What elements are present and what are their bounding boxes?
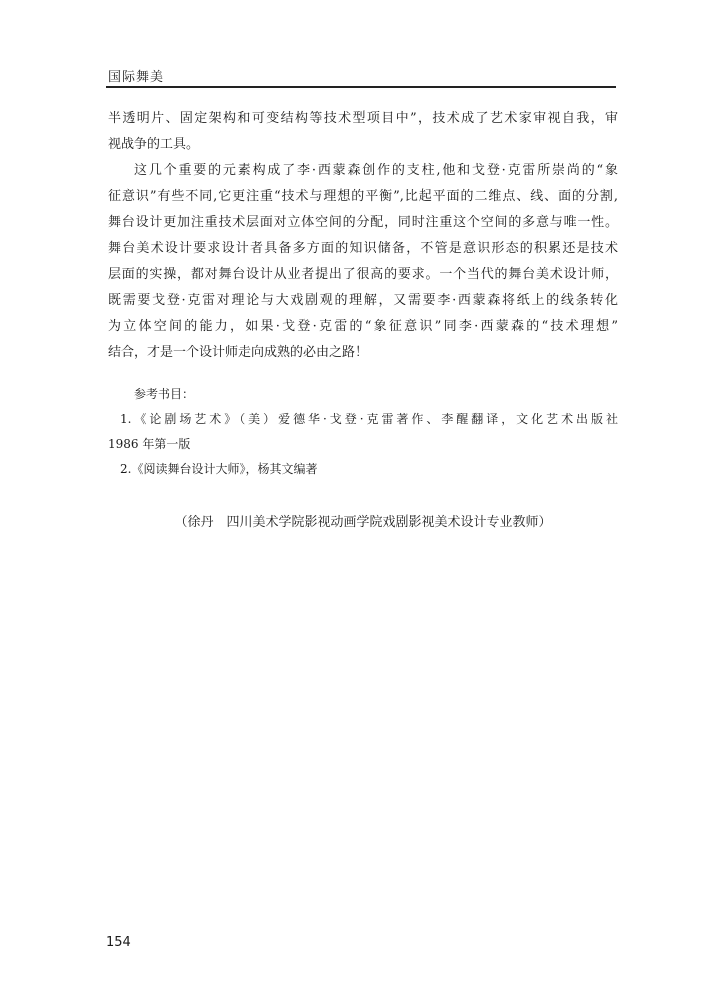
journal-title: 国际舞美 [108,70,165,85]
article-body [108,106,618,366]
reference-item: 1986 年第一版 [108,437,191,451]
reference-item: 2.《阅读舞台设计大师》，杨其文编著 [120,462,318,476]
reference-item: 1.《论剧场艺术》（美）爱德华·戈登·克雷著作、李醒翻译，文化艺术出版社 [120,412,618,426]
body-line: 结合，才是一个设计师走向成熟的必由之路！ [108,345,369,360]
body-line: 为立体空间的能力，如果·戈登·克雷的“象征意识”同李·西蒙森的“技术理想” [108,319,618,334]
body-line: 视战争的工具。 [108,137,200,152]
author-affiliation: （徐丹 四川美术学院影视动画学院戏剧影视美术设计专业教师） [174,515,552,530]
body-line: 征意识”有些不同,它更注重“技术与理想的平衡”,比起平面的二维点、线、面的分割, [108,189,618,204]
body-line: 舞台设计更加注重技术层面对立体空间的分配，同时注重这个空间的多意与唯一性。 [108,215,618,230]
header-rule [106,86,616,88]
body-line: 层面的实操，都对舞台设计从业者提出了很高的要求。一个当代的舞台美术设计师， [108,267,618,282]
body-line: 半透明片、固定架构和可变结构等技术型项目中”，技术成了艺术家审视自我，审 [108,111,618,126]
body-line: 舞台美术设计要求设计者具备多方面的知识储备，不管是意识形态的积累还是技术 [108,241,618,256]
references-heading: 参考书目： [134,387,195,401]
body-line: 这几个重要的元素构成了李·西蒙森创作的支柱,他和戈登·克雷所崇尚的“象 [134,163,618,178]
page-number: 154 [106,935,131,950]
body-line: 既需要戈登·克雷对理论与大戏剧观的理解，又需要李·西蒙森将纸上的线条转化 [108,293,618,308]
references-section [108,382,618,482]
